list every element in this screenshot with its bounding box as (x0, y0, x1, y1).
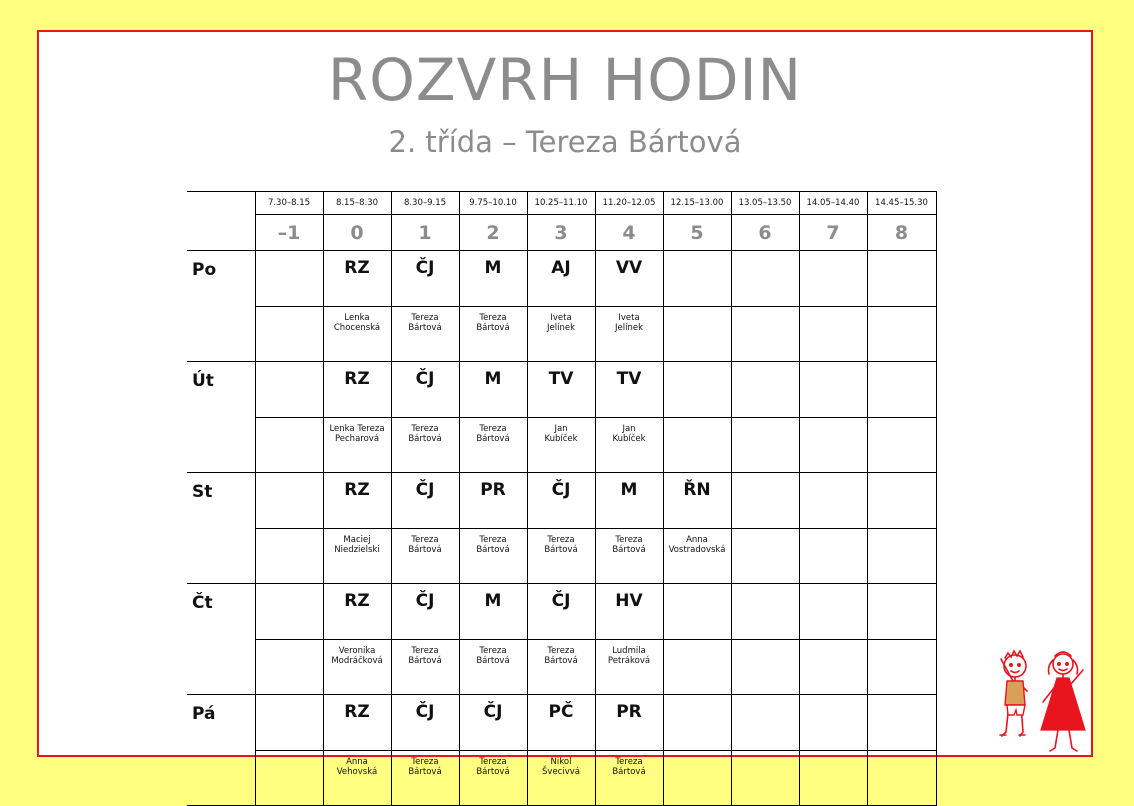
subject-cell (731, 251, 799, 307)
subject-cell (731, 362, 799, 418)
subject-cell (799, 584, 867, 640)
time-slot: 11.20–12.05 (595, 192, 663, 215)
period-number: 2 (459, 215, 527, 251)
subject-cell (255, 695, 323, 751)
teacher-cell (459, 307, 527, 362)
teacher-name-line: Tereza (479, 757, 507, 767)
subject-cell: M (595, 473, 663, 529)
teacher-cell (731, 751, 799, 806)
teacher-cell (391, 640, 459, 695)
time-slot: 7.30–8.15 (255, 192, 323, 215)
teacher-cell (867, 418, 936, 473)
teacher-name-line: Tereza (547, 535, 575, 545)
teacher-name-line: Anna (346, 757, 368, 767)
teacher-cell (595, 751, 663, 806)
teacher-name-line: Bártová (612, 545, 646, 555)
teacher-cell (595, 529, 663, 584)
subject-cell (731, 473, 799, 529)
subject-cell (867, 362, 936, 418)
subject-cell: RZ (323, 473, 391, 529)
teacher-cell (255, 640, 323, 695)
teacher-cell (663, 529, 731, 584)
teacher-cell (663, 751, 731, 806)
teacher-cell (663, 640, 731, 695)
teacher-cell (799, 640, 867, 695)
teacher-name-line: Bártová (408, 323, 442, 333)
subject-row (187, 473, 936, 529)
teacher-cell (527, 418, 595, 473)
teacher-cell (867, 640, 936, 695)
teacher-cell (595, 418, 663, 473)
teacher-name-line: Tereza (479, 313, 507, 323)
teacher-cell (391, 529, 459, 584)
time-slot: 8.30–9.15 (391, 192, 459, 215)
teacher-cell (799, 751, 867, 806)
subject-cell: VV (595, 251, 663, 307)
teacher-name-line: Tereza (411, 424, 439, 434)
page-title: ROZVRH HODIN (327, 46, 803, 114)
teacher-cell (323, 307, 391, 362)
subject-cell: RZ (323, 584, 391, 640)
teacher-cell (391, 751, 459, 806)
teacher-cell (459, 529, 527, 584)
teacher-name-line: Tereza (411, 757, 439, 767)
time-slot: 8.15–8.30 (323, 192, 391, 215)
subject-cell: PR (459, 473, 527, 529)
teacher-name-line: Vostradovská (668, 545, 726, 555)
time-slot: 13.05–13.50 (731, 192, 799, 215)
teacher-cell (527, 307, 595, 362)
subject-cell (799, 695, 867, 751)
subject-cell (663, 584, 731, 640)
teacher-cell (459, 418, 527, 473)
period-number: 5 (663, 215, 731, 251)
day-label: Čt (187, 584, 255, 695)
period-row (187, 215, 936, 251)
day-label: Út (187, 362, 255, 473)
teacher-name-line: Jan (554, 424, 568, 434)
time-slot: 10.25–11.10 (527, 192, 595, 215)
teacher-cell (731, 307, 799, 362)
teacher-cell (663, 307, 731, 362)
subject-cell (663, 362, 731, 418)
time-slot: 14.05–14.40 (799, 192, 867, 215)
time-row (187, 192, 936, 215)
teacher-name-line: Bártová (408, 434, 442, 444)
subject-cell (867, 473, 936, 529)
period-number: 3 (527, 215, 595, 251)
teacher-row (187, 751, 936, 806)
day-label: Pá (187, 695, 255, 806)
subject-cell (255, 362, 323, 418)
period-number: 4 (595, 215, 663, 251)
time-slot: 14.45–15.30 (867, 192, 936, 215)
subject-row (187, 584, 936, 640)
subject-row (187, 251, 936, 307)
teacher-name-line: Vehovská (336, 767, 378, 777)
teacher-name-line: Pecharová (334, 434, 380, 444)
teacher-name-line: Bártová (408, 767, 442, 777)
teacher-row (187, 418, 936, 473)
teacher-cell (391, 418, 459, 473)
subject-cell: TV (527, 362, 595, 418)
teacher-cell (867, 529, 936, 584)
subject-cell: ČJ (391, 251, 459, 307)
teacher-name-line: Jelínek (615, 323, 643, 333)
subject-cell: TV (595, 362, 663, 418)
teacher-cell (595, 640, 663, 695)
teacher-name-line: Tereza (411, 646, 439, 656)
teacher-name-line: Bártová (408, 656, 442, 666)
teacher-name-line: Bártová (544, 656, 578, 666)
subject-cell (799, 362, 867, 418)
teacher-cell (663, 418, 731, 473)
teacher-cell (323, 640, 391, 695)
teacher-row (187, 640, 936, 695)
teacher-name-line: Tereza (479, 424, 507, 434)
timetable-frame (37, 30, 1093, 777)
time-slot: 9.75–10.10 (459, 192, 527, 215)
subject-cell (731, 695, 799, 751)
teacher-name-line: Bártová (408, 545, 442, 555)
teacher-name-line: Kubíček (544, 434, 578, 444)
subject-cell: M (459, 251, 527, 307)
teacher-cell (459, 751, 527, 806)
teacher-cell (459, 640, 527, 695)
teacher-cell (391, 307, 459, 362)
teacher-name-line: Modráčková (331, 656, 383, 666)
period-number: 6 (731, 215, 799, 251)
subject-row (187, 695, 936, 751)
children-drawing-icon (987, 644, 1095, 756)
teacher-name-line: Lenka Tereza (329, 424, 385, 434)
subject-cell: ČJ (391, 695, 459, 751)
subject-cell: ČJ (391, 473, 459, 529)
teacher-name-line: Iveta (550, 313, 572, 323)
teacher-name-line: Bártová (476, 323, 510, 333)
teacher-name-line: Bártová (544, 545, 578, 555)
teacher-cell (255, 418, 323, 473)
teacher-name-line: Švecivvá (542, 767, 580, 777)
teacher-cell (255, 529, 323, 584)
teacher-cell (323, 529, 391, 584)
teacher-name-line: Jan (622, 424, 636, 434)
subject-cell (663, 695, 731, 751)
teacher-cell (527, 751, 595, 806)
subject-cell: ČJ (527, 473, 595, 529)
subject-cell: ČJ (527, 584, 595, 640)
teacher-name-line: Niedzielski (334, 545, 380, 555)
subject-cell: M (459, 362, 527, 418)
teacher-name-line: Tereza (411, 313, 439, 323)
period-number: 7 (799, 215, 867, 251)
teacher-name-line: Chocenská (333, 323, 381, 333)
corner-cell (187, 192, 255, 251)
subject-row (187, 362, 936, 418)
teacher-cell (867, 307, 936, 362)
teacher-name-line: Jelínek (547, 323, 575, 333)
subject-cell: AJ (527, 251, 595, 307)
teacher-cell (527, 529, 595, 584)
page-subtitle: 2. třída – Tereza Bártová (388, 125, 742, 159)
subject-cell: ČJ (391, 584, 459, 640)
teacher-cell (255, 307, 323, 362)
teacher-cell (731, 418, 799, 473)
teacher-name-line: Bártová (476, 767, 510, 777)
subject-cell (799, 251, 867, 307)
subject-cell (867, 251, 936, 307)
teacher-name-line: Tereza (411, 535, 439, 545)
subject-cell: PČ (527, 695, 595, 751)
teacher-cell (867, 751, 936, 806)
subject-cell (255, 251, 323, 307)
subject-cell: ŘN (663, 473, 731, 529)
teacher-cell (731, 640, 799, 695)
subject-cell: RZ (323, 251, 391, 307)
teacher-cell (731, 529, 799, 584)
teacher-name-line: Maciej (343, 535, 371, 545)
teacher-name-line: Tereza (479, 535, 507, 545)
teacher-cell (255, 751, 323, 806)
teacher-name-line: Kubíček (612, 434, 646, 444)
period-number: 1 (391, 215, 459, 251)
teacher-name-line: Tereza (547, 646, 575, 656)
teacher-cell (323, 418, 391, 473)
teacher-name-line: Tereza (615, 757, 643, 767)
subject-cell: M (459, 584, 527, 640)
teacher-cell (799, 529, 867, 584)
teacher-cell (323, 751, 391, 806)
teacher-name-line: Bártová (476, 545, 510, 555)
teacher-name-line: Nikol (550, 757, 572, 767)
subject-cell: RZ (323, 362, 391, 418)
teacher-name-line: Bártová (476, 434, 510, 444)
teacher-name-line: Bártová (476, 656, 510, 666)
teacher-name-line: Tereza (479, 646, 507, 656)
teacher-name-line: Petráková (607, 656, 651, 666)
timetable-table (187, 191, 937, 806)
teacher-name-line: Anna (686, 535, 708, 545)
subject-cell: RZ (323, 695, 391, 751)
teacher-name-line: Ludmila (612, 646, 646, 656)
teacher-cell (595, 307, 663, 362)
subject-cell: ČJ (459, 695, 527, 751)
period-number: –1 (255, 215, 323, 251)
teacher-name-line: Iveta (618, 313, 640, 323)
subject-cell: PR (595, 695, 663, 751)
teacher-name-line: Tereza (615, 535, 643, 545)
subject-cell: ČJ (391, 362, 459, 418)
time-slot: 12.15–13.00 (663, 192, 731, 215)
subject-cell (255, 473, 323, 529)
teacher-row (187, 307, 936, 362)
subject-cell (867, 695, 936, 751)
teacher-cell (527, 640, 595, 695)
teacher-row (187, 529, 936, 584)
day-label: St (187, 473, 255, 584)
period-number: 0 (323, 215, 391, 251)
subject-cell (663, 251, 731, 307)
subject-cell: HV (595, 584, 663, 640)
subject-cell (799, 473, 867, 529)
subject-cell (867, 584, 936, 640)
teacher-name-line: Veronika (338, 646, 376, 656)
teacher-cell (799, 307, 867, 362)
day-label: Po (187, 251, 255, 362)
subject-cell (731, 584, 799, 640)
teacher-name-line: Bártová (612, 767, 646, 777)
subject-cell (255, 584, 323, 640)
teacher-name-line: Lenka (344, 313, 370, 323)
period-number: 8 (867, 215, 936, 251)
teacher-cell (799, 418, 867, 473)
